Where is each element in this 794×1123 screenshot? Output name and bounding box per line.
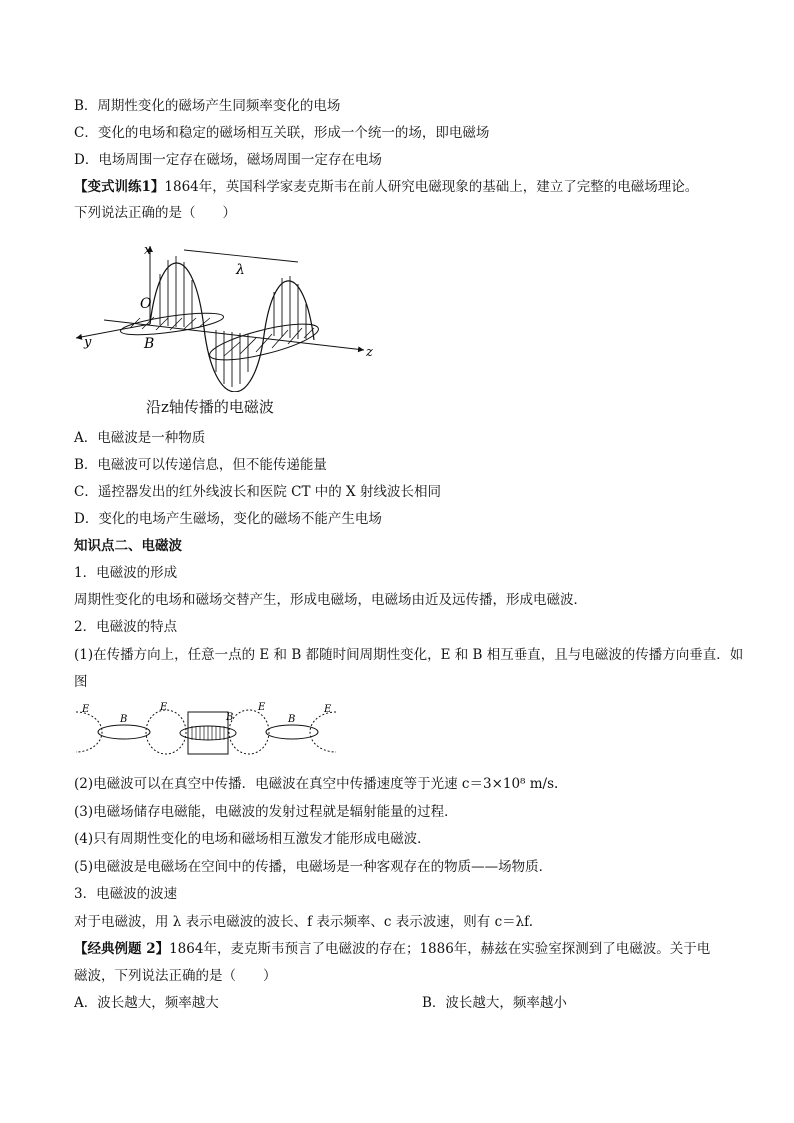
lambda-marker bbox=[184, 250, 298, 262]
b-field-hatching bbox=[130, 317, 314, 356]
section-3-text: 对于电磁波，用 λ 表示电磁波的波长、f 表示频率、c 表示波速，则有 c＝λf. bbox=[74, 914, 533, 930]
variant-option-a: A．电磁波是一种物质 bbox=[74, 430, 206, 446]
question-1-text: 1864年，英国科学家麦克斯韦在前人研究电磁现象的基础上，建立了完整的电磁场理论。 bbox=[164, 179, 699, 195]
label-x: x bbox=[144, 243, 152, 258]
section-3-heading: 3．电磁波的波速 bbox=[74, 886, 178, 902]
question-2-options bbox=[74, 993, 714, 1013]
variant-option-c: C．遥控器发出的红外线波长和医院 CT 中的 X 射线波长相同 bbox=[74, 484, 441, 500]
e-field-arrows bbox=[160, 256, 306, 387]
question-1-stem-cont: 下列说法正确的是（ ） bbox=[74, 205, 236, 221]
section-2-heading: 2．电磁波的特点 bbox=[74, 619, 178, 635]
variant-option-d: D．变化的电场产生磁场，变化的磁场不能产生电场 bbox=[74, 511, 382, 527]
fig2-label-e2: E bbox=[160, 702, 168, 713]
coil-windings bbox=[192, 726, 224, 740]
eb-chain-figure bbox=[74, 700, 340, 762]
question-2-stem-cont: 磁波，下列说法正确的是（ ） bbox=[74, 968, 277, 984]
figure-1-caption: 沿z轴传播的电磁波 bbox=[146, 398, 274, 416]
b-loop-1 bbox=[98, 725, 150, 739]
point-3-text: (3)电磁场储存电磁能，电磁波的发射过程就是辐射能量的过程． bbox=[74, 804, 458, 820]
question-2-text: 1864年，麦克斯韦预言了电磁波的存在；1886年，赫兹在实验室探测到了电磁波。关于电 bbox=[169, 941, 711, 957]
label-y: y bbox=[84, 335, 92, 350]
question-2-tag: 【经典例题 2】 bbox=[74, 941, 170, 957]
point-5-text: (5)电磁波是电磁场在空间中的传播，电磁场是一种客观存在的物质——场物质． bbox=[74, 859, 553, 875]
question-1-stem bbox=[74, 177, 698, 197]
section-1-heading: 1．电磁波的形成 bbox=[74, 565, 178, 581]
fig2-label-b3: B bbox=[288, 714, 296, 725]
em-wave-figure bbox=[64, 232, 384, 392]
point-1-text: (1)在传播方向上，任意一点的 E 和 B 都随时间周期性变化，E 和 B 相互垂直，且与电磁波的传播方向垂直．如 bbox=[74, 647, 744, 663]
section-1-text: 周期性变化的电场和磁场交替产生，形成电磁场，电磁场由近及远传播，形成电磁波． bbox=[74, 592, 587, 608]
question-2-option-a: A．波长越大，频率越大 bbox=[74, 995, 219, 1011]
question-1-tag: 【变式训练1】 bbox=[74, 179, 165, 195]
option-d-text: D．电场周围一定存在磁场，磁场周围一定存在电场 bbox=[74, 152, 382, 168]
label-lambda: λ bbox=[236, 262, 245, 278]
point-4-text: (4)只有周期性变化的电场和磁场相互激发才能形成电磁波． bbox=[74, 831, 431, 847]
label-origin: O bbox=[140, 296, 152, 312]
fig2-label-e4: E bbox=[324, 704, 332, 715]
e-loop-right bbox=[310, 712, 336, 752]
e-loop-2 bbox=[229, 710, 269, 754]
variant-option-b: B．电磁波可以传递信息，但不能传递能量 bbox=[74, 457, 327, 473]
fig2-label-b1: B bbox=[120, 714, 128, 725]
point-2-text: (2)电磁波可以在真空中传播．电磁波在真空中传播速度等于光速 c＝3×10⁸ m/s. bbox=[74, 776, 559, 792]
question-2-stem bbox=[74, 939, 710, 959]
fig2-label-e3: E bbox=[258, 702, 266, 713]
option-b-text: B．周期性变化的磁场产生同频率变化的电场 bbox=[74, 98, 341, 114]
fig2-label-b2: B bbox=[226, 712, 234, 723]
fig2-label-e1: E bbox=[82, 704, 90, 715]
point-1-text-cont: 图 bbox=[74, 674, 88, 690]
option-c-text: C．变化的电场和稳定的磁场相互关联，形成一个统一的场，即电磁场 bbox=[74, 125, 490, 141]
question-2-option-b: B．波长越大，频率越小 bbox=[422, 995, 567, 1011]
label-b: B bbox=[144, 336, 155, 352]
label-z: z bbox=[366, 345, 373, 360]
knowledge-point-heading: 知识点二、电磁波 bbox=[74, 538, 182, 554]
